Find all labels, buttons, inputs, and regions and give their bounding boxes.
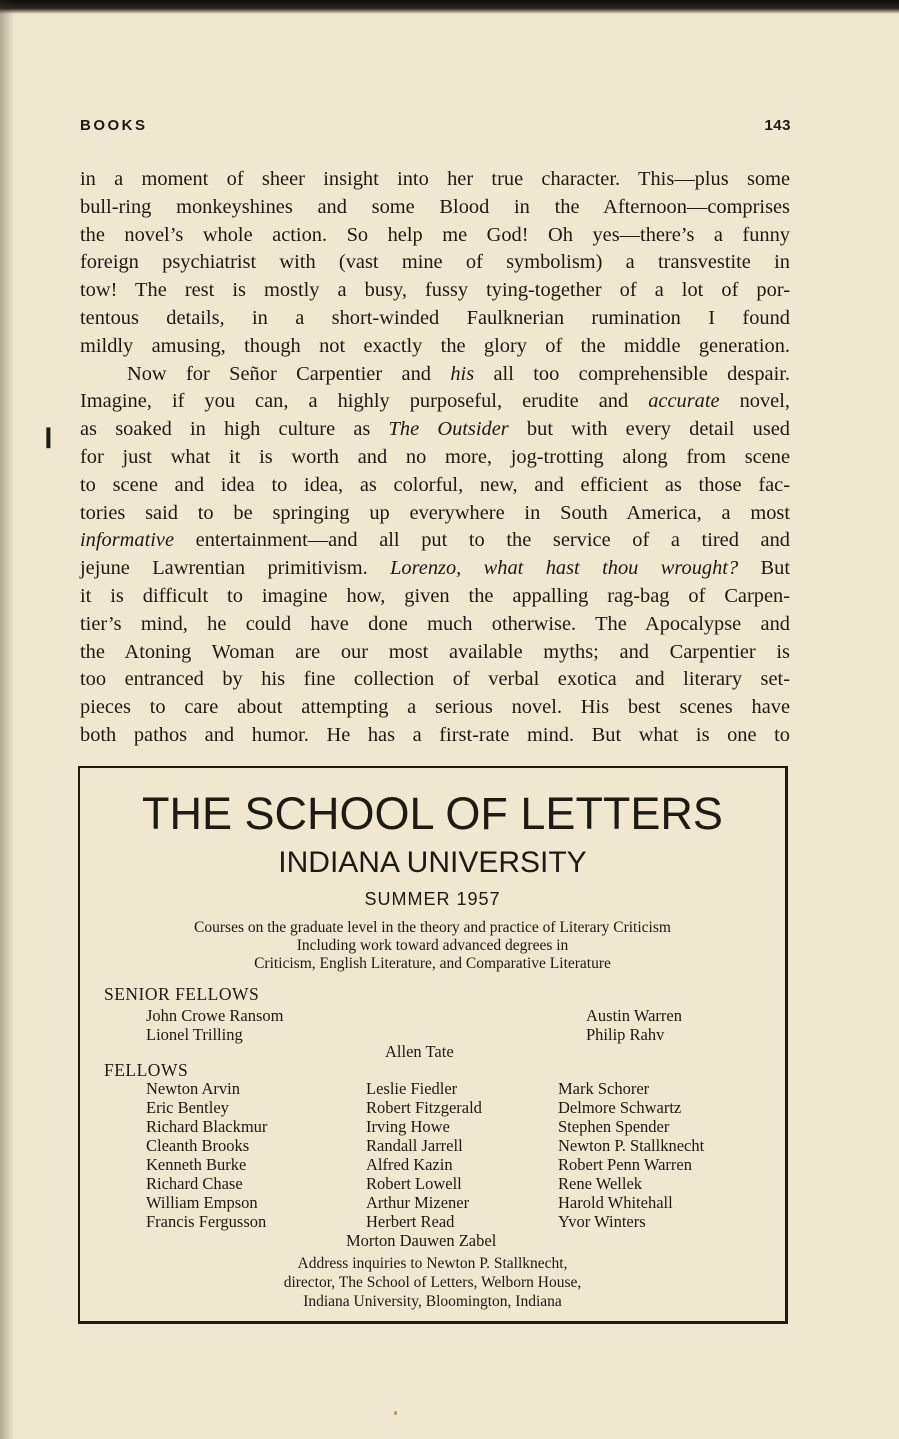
body-line: pieces to care about attempting a serious novel. His best scenes have [80, 696, 790, 719]
body-line: tories said to be springing up everywhere in South America, a most [80, 501, 790, 524]
ad-intro [80, 919, 785, 973]
fellow-name: Rene Wellek [558, 1174, 643, 1193]
fellows-column-2 [366, 1079, 482, 1231]
address-line: Indiana University, Bloomington, Indiana [303, 1293, 562, 1310]
fellow-name: Leslie Fiedler [366, 1079, 458, 1098]
fellow-name: Randall Jarrell [366, 1136, 463, 1155]
fellow-name: Francis Fergusson [146, 1212, 267, 1231]
fellow-name: Newton P. Stallknecht [558, 1136, 705, 1155]
ad-intro-line: Including work toward advanced degrees in [296, 937, 569, 954]
fellow-name: Cleanth Brooks [146, 1136, 250, 1155]
senior-fellows-label: SENIOR FELLOWS [104, 984, 260, 1004]
body-line: too entranced by his fine collection of verbal exotica and literary set- [80, 668, 790, 691]
ad-subtitle: INDIANA UNIVERSITY [278, 846, 587, 879]
body-line: to scene and idea to idea, as colorful, new, and efficient as those fac- [80, 473, 790, 496]
paper-speck [394, 1411, 397, 1415]
fellow-name: Harold Whitehall [558, 1193, 673, 1212]
body-line: informative entertainment—and all put to the service of a tired and [80, 529, 790, 552]
body-line: tow! The rest is mostly a busy, fussy tying-together of a lot of por- [80, 279, 790, 302]
address-line: director, The School of Letters, Welborn House, [283, 1274, 582, 1291]
body-line: mildly amusing, though not exactly the glory of the middle generation. [80, 334, 790, 357]
fellow-name: Lionel Trilling [146, 1025, 243, 1044]
fellow-name: Richard Chase [146, 1174, 243, 1193]
senior-fellows-right [586, 1006, 682, 1044]
school-of-letters-ad [78, 766, 788, 1324]
body-line: the novel’s whole action. So help me God! Oh yes—there’s a funny [80, 223, 790, 246]
fellow-name: Arthur Mizener [366, 1193, 470, 1212]
body-line: Now for Señor Carpentier and his all too comprehensible despair. [127, 362, 790, 385]
fellow-name: William Empson [146, 1193, 258, 1212]
fellows-column-1 [146, 1079, 267, 1231]
section-title: BOOKS [80, 117, 148, 134]
ad-title: THE SCHOOL OF LETTERS [142, 788, 723, 839]
fellow-name: Newton Arvin [146, 1079, 240, 1098]
body-line: both pathos and humor. He has a first-rate mind. But what is one to [80, 723, 790, 746]
fellow-name: Mark Schorer [558, 1079, 650, 1098]
binding-shadow [0, 0, 14, 1439]
fellow-name: Robert Fitzgerald [366, 1098, 482, 1117]
fellow-name: Richard Blackmur [146, 1117, 268, 1136]
page-top-edge [0, 0, 899, 14]
fellow-name: Robert Penn Warren [558, 1155, 692, 1174]
ad-address [80, 1254, 785, 1311]
emphasis: his [450, 362, 475, 385]
margin-mark: ❙ [40, 426, 57, 448]
fellow-name: Eric Bentley [146, 1098, 229, 1117]
fellow-name-center: Allen Tate [385, 1042, 454, 1061]
fellow-name-last: Morton Dauwen Zabel [346, 1231, 497, 1250]
fellow-name: Kenneth Burke [146, 1155, 247, 1174]
body-line: for just what it is worth and no more, jog-trotting along from scene [80, 445, 790, 468]
body-line: it is difficult to imagine how, given the appalling rag-bag of Carpen- [80, 584, 790, 607]
body-line: in a moment of sheer insight into her true character. This—plus some [80, 168, 790, 190]
fellow-name: Irving Howe [366, 1117, 450, 1136]
ad-intro-line: Courses on the graduate level in the theory and practice of Literary Criticism [194, 919, 671, 936]
running-header [80, 117, 791, 137]
body-line: bull-ring monkeyshines and some Blood in the Afternoon—comprises [80, 195, 790, 218]
fellow-name: Herbert Read [366, 1212, 455, 1231]
fellows-column-3 [558, 1079, 704, 1231]
emphasis: The Outsider [388, 418, 509, 441]
body-line: jejune Lawrentian primitivism. Lorenzo, what hast thou wrought? But [80, 557, 791, 580]
fellow-name: Yvor Winters [558, 1212, 646, 1231]
fellow-name: Alfred Kazin [366, 1155, 453, 1174]
address-line: Address inquiries to Newton P. Stallknecht, [297, 1255, 568, 1272]
article-body [80, 166, 790, 750]
body-line: the Atoning Woman are our most available myths; and Carpentier is [80, 640, 790, 663]
senior-fellows-left [146, 1006, 284, 1044]
fellows-label: FELLOWS [104, 1060, 189, 1080]
fellow-name: Stephen Spender [558, 1117, 670, 1136]
emphasis: Lorenzo, what hast thou wrought? [390, 557, 739, 580]
fellow-name: Robert Lowell [366, 1174, 462, 1193]
fellow-name: Delmore Schwartz [558, 1098, 682, 1117]
ad-session: SUMMER 1957 [364, 889, 501, 909]
body-line: tier’s mind, he could have done much otherwise. The Apocalypse and [80, 612, 790, 635]
body-line: as soaked in high culture as The Outsider but with every detail used [80, 418, 790, 441]
fellow-name: Austin Warren [586, 1006, 682, 1025]
page-number: 143 [764, 117, 791, 134]
fellow-name: Philip Rahv [586, 1025, 665, 1044]
emphasis: informative [80, 529, 175, 552]
emphasis: accurate [648, 390, 720, 413]
body-line: Imagine, if you can, a highly purposeful, erudite and accurate novel, [80, 390, 790, 413]
ad-intro-line: Criticism, English Literature, and Comparative Literature [254, 955, 611, 972]
body-line: foreign psychiatrist with (vast mine of symbolism) a transvestite in [80, 251, 790, 274]
body-line: tentous details, in a short-winded Faulknerian rumination I found [80, 306, 790, 329]
fellow-name: John Crowe Ransom [146, 1006, 284, 1025]
